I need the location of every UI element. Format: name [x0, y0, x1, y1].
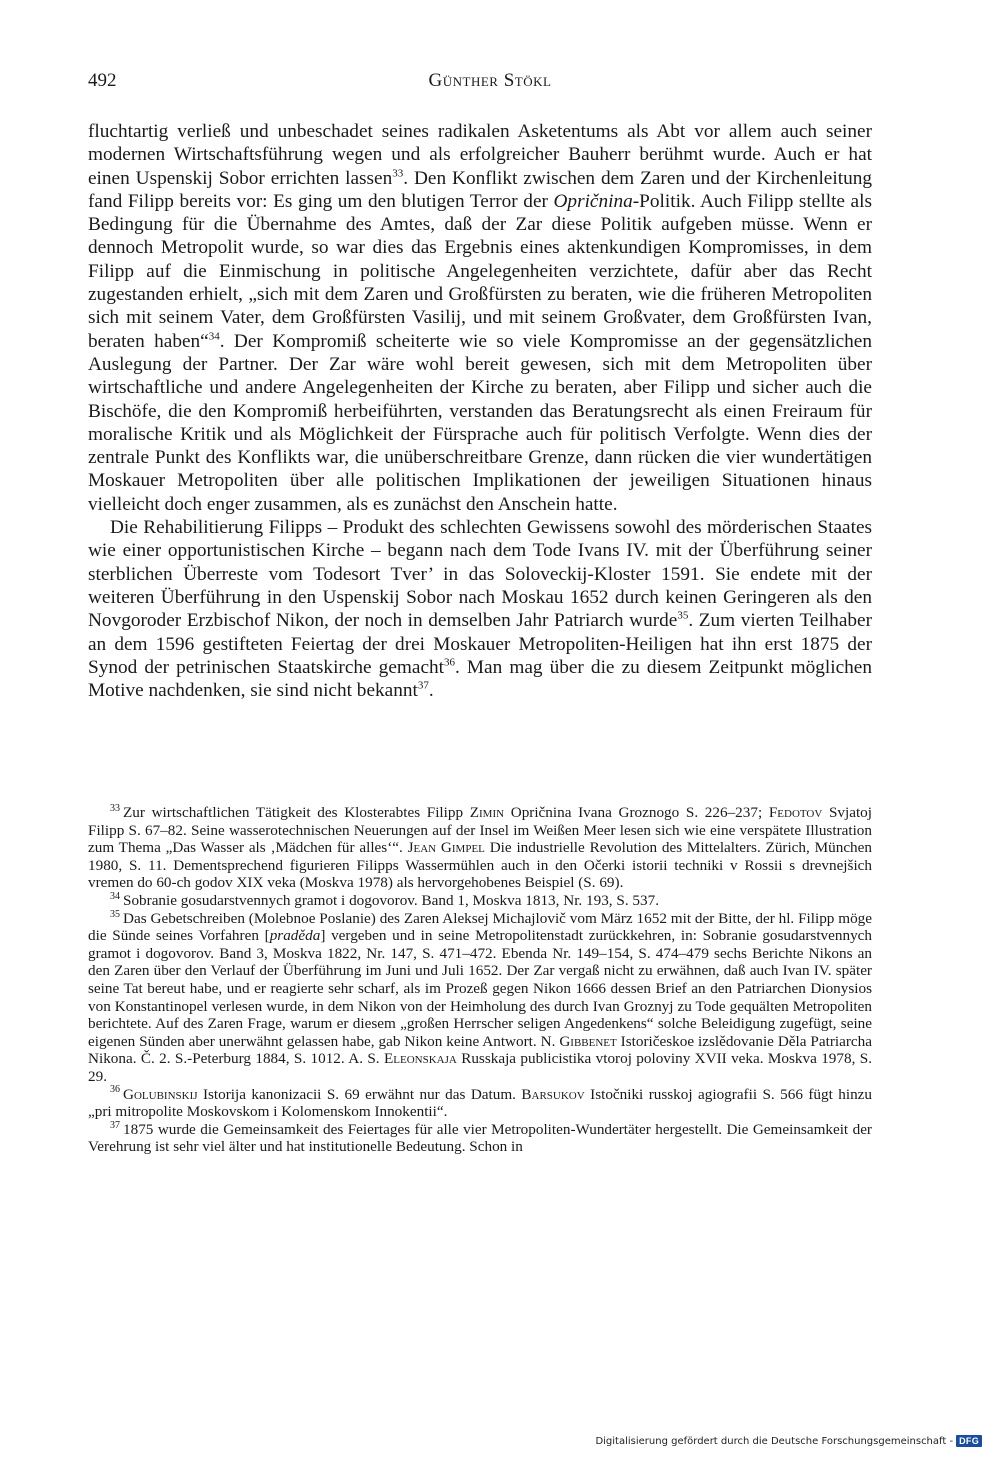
text-run: Die Rehabilitierung Filipps – Produkt des schlechten Gewissens sowohl des mörderischen Staates wie einer opportunistischen Kirche – begann nach dem Tode Ivans IV. mit der Überführung seiner sterblichen Überreste vom Todesort Tver’ in das Soloveckij-Kloster 1591. Sie endete mit der weiteren Überführung in den Uspenskij Sobor nach Moskau 1652 durch keinen Geringeren als den Novgoroder Erzbischof Nikon, der noch in demselben Jahr Patriarch wurde [88, 517, 872, 632]
credit-text: Digitalisierung gefördert durch die Deutsche Forschungsgemeinschaft - [595, 1435, 954, 1447]
author-name: Eleonskaja [383, 1050, 457, 1068]
footnote-36 [88, 1086, 872, 1121]
footnote-33 [88, 804, 872, 892]
text-run: . Zum vierten Teilhaber an dem 1596 gestifteten Feiertag der drei Moskauer Metropoliten-Heiligen hat ihn erst 1875 der Synod der petrinischen Staatskirche gemacht [88, 610, 872, 678]
footnote-ref-36: 36 [444, 656, 455, 669]
author-name: Zimin [469, 804, 505, 821]
text-run: Die industrielle Revolution des Mittelalters. Zürich, München 1980, S. 11. Dementsprechend figurieren Filipps Wassermühlen auch in den Očerki istorii techniki v Rossii s drevnejšich vremen do 60-ch godov XIX veka (Moskva 1978) als hervorgehobenes Beispiel (S. 69). [88, 839, 872, 892]
text-run: Istorija kanonizacii S. 69 erwähnt nur das Datum. [197, 1085, 522, 1103]
author-name: Gibbenet [559, 1032, 617, 1050]
footnote-number: 37 [110, 1119, 120, 1131]
text-run: 1875 wurde die Gemeinsamkeit des Feiertages für alle vier Metropoliten-Wundertäter hergestellt. Die Gemeinsamkeit der Verehrung ist sehr viel älter und hat institutionelle Bedeutung. Schon in [88, 1120, 872, 1156]
footnote-37 [88, 1121, 872, 1156]
footnote-number: 33 [110, 802, 120, 814]
author-name: Barsukov [521, 1085, 585, 1103]
text-run: . Man mag über die zu diesem Zeitpunkt möglichen Motive nachdenken, sie sind nicht bekannt [88, 656, 872, 702]
author-name: Fedotov [768, 804, 823, 821]
author-name: Golubinskij [123, 1085, 198, 1103]
footnote-number: 34 [110, 890, 120, 902]
text-run: Russkaja publicistika vtoroj poloviny XVII veka. Moskva 1978, S. 29. [88, 1050, 873, 1085]
text-run: ] vergeben und in seine Metropolitenstadt zurückkehren, in: Sobranie gosudarstvennych gramot i dogovorov. Band 3, Moskva 1822, Nr. 147, S. 471–472. Ebenda Nr. 149–154, S. 474–479 sechs Berichte Nikons an den Zaren über den Verlauf der Überführung im Juni und Juli 1652. Der Zar vergaß nicht zu erwähnen, daß auch Ivan IV. später seine Tat bereut habe, und er reagierte sehr scharf, als im Prozeß gegen Nikon 1666 dessen Brief an den Patriarchen Dionysios von Konstantinopel verlesen wurde, in dem Nikon von der Heimholung des durch Ivan Groznyj zu Tode gequälten Metropoliten berichtete. Auf des Zaren Frage, warum er diesem „großen Herrscher seligen Angedenkens“ solche Beleidigung zugefügt, seine eigenen Sünden aber unerwähnt gelassen habe, gab Nikon keine Antwort. N. [88, 927, 872, 1050]
text-run: . Den Konflikt zwischen dem Zaren und der Kirchenleitung fand Filipp bereits vor: Es ging um den blutigen Terror der [88, 167, 872, 212]
text-run: Istoričeskoe izslědovanie Děla Patriarcha Nikona. Č. 2. S.-Peterburg 1884, S. 1012. A. S. [88, 1032, 872, 1068]
footnote-ref-37: 37 [417, 679, 429, 692]
paragraph-1 [88, 120, 872, 516]
text-run: -Politik. Auch Filipp stellte als Bedingung für die Übernahme des Amtes, daß der Zar diese Politik aufgeben müsse. Wenn er dennoch Metropolit wurde, so war dies das Ergebnis eines aktenkundigen Kompromisses, in dem Filipp auf die Einmischung in politische Angelegenheiten verzichtete, dafür aber das Recht zugestanden erhielt, „sich mit dem Zaren und Großfürsten zu beraten, wie die früheren Metropoliten sich mit seinem Vater, dem Großfürsten Vasilij, und mit seinem Großvater, dem Großfürsten Ivan, beraten haben“ [88, 190, 872, 352]
footnote-ref-33: 33 [392, 167, 404, 180]
italic-term: praděda [269, 927, 321, 945]
text-run: . Der Kompromiß scheiterte wie so viele Kompromisse an der gegensätzlichen Auslegung der Partner. Der Zar wäre wohl bereit gewesen, sich mit dem Metropoliten über wirtschaftliche und andere Angelegenheiten der Kirche zu beraten, aber Filipp und sicher auch die Bischöfe, die den Kompromiß herbeiführten, verstanden das Beratungsrecht als einen Freiraum für moralische Kritik und als Möglichkeit der Fürsprache auch für politisch Verfolgte. Wenn dies der zentrale Punkt des Konflikts war, die unüberschreitbare Grenze, dann rücken die vier wundertätigen Moskauer Metropoliten über alle politischen Implikationen der jeweiligen Situationen hinaus vielleicht doch enger zusammen, als es zunächst den Anschein hatte. [88, 330, 872, 515]
text-run: Svjatoj Filipp S. 67–82. Seine wasserotechnischen Neuerungen auf der Insel im Weißen Meer lesen sich wie eine verspätete Illustration zum Thema „Das Wasser als ‚Mädchen für alles‘“. [88, 804, 872, 857]
text-run: fluchtartig verließ und unbeschadet seines radikalen Asketentums als Abt vor allem auch seiner modernen Wirtschaftsführung wegen und als erfolgreicher Bauherr berühmt wurde. Auch er hat einen Uspenskij Sobor errichten lassen [88, 121, 872, 189]
paragraph-2 [88, 516, 872, 702]
text-run: Zur wirtschaftlichen Tätigkeit des Klosterabtes Filipp [123, 804, 470, 821]
page-number: 492 [88, 70, 117, 91]
digitization-credit [595, 1435, 982, 1447]
text-run: Opričnina Ivana Groznogo S. 226–237; [504, 804, 769, 821]
footnote-number: 35 [110, 908, 120, 920]
footnote-35 [88, 910, 872, 1086]
footnotes [88, 804, 872, 1156]
footnote-34 [88, 892, 872, 910]
text-run: Istočniki russkoj agiografii S. 566 fügt hinzu „pri mitropolite Moskovskom i Kolomenskom Innokentii“. [88, 1085, 873, 1121]
italic-term: Opričnina [553, 190, 633, 212]
text-run: Sobranie gosudarstvennych gramot i dogovorov. Band 1, Moskva 1813, Nr. 193, S. 537. [123, 891, 660, 909]
dfg-logo-icon: DFG [956, 1435, 982, 1447]
author-name: Jean Gimpel [407, 839, 485, 857]
running-head: Günther Stökl [428, 70, 552, 91]
text-run: Das Gebetschreiben (Molebnoe Poslanie) des Zaren Aleksej Michajlovič vom März 1652 mit der Bitte, der hl. Filipp möge die Sünde seines Vorfahren [ [88, 909, 872, 945]
footnote-ref-34: 34 [208, 330, 220, 343]
body-text [88, 120, 872, 702]
footnote-ref-35: 35 [677, 609, 689, 622]
text-run: . [428, 680, 434, 702]
footnote-number: 36 [110, 1084, 120, 1096]
